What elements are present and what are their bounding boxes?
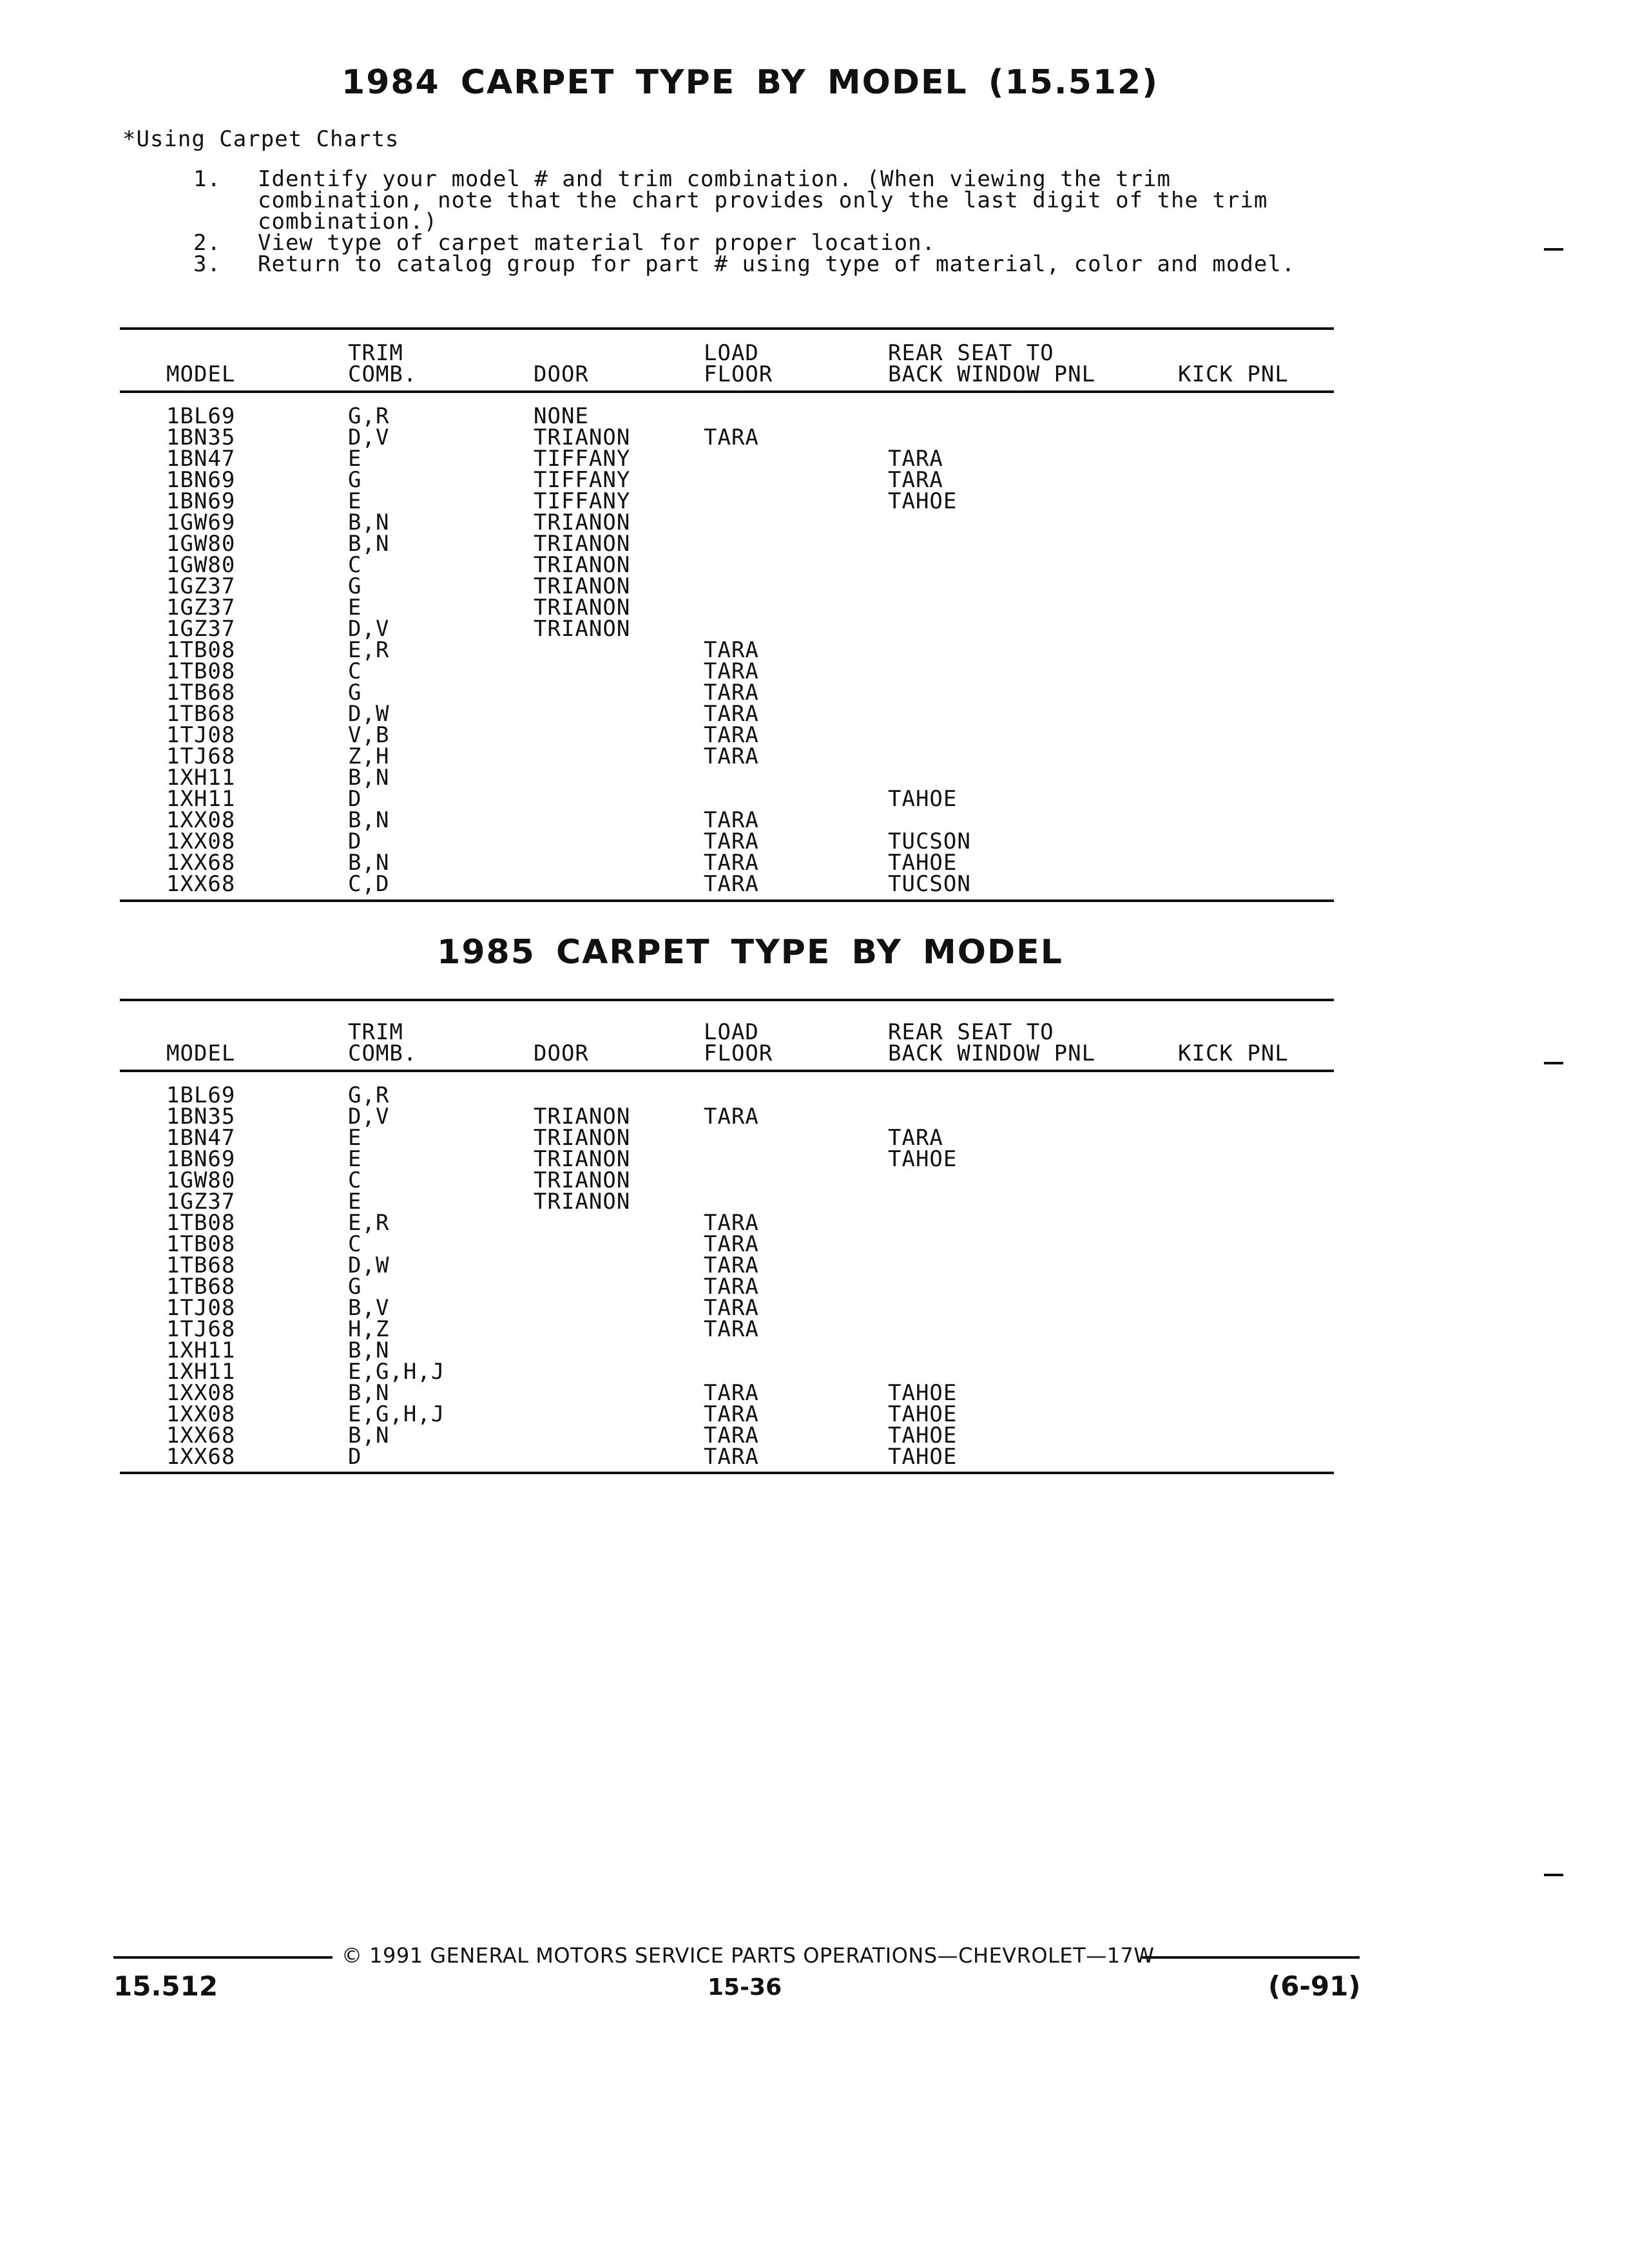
cell-door: TRIANON — [534, 595, 631, 620]
cell-model: 1XH11 — [166, 765, 236, 791]
cell-trim: B,N — [348, 510, 390, 535]
cell-door: TRIANON — [534, 425, 631, 450]
cell-load: TARA — [704, 1253, 759, 1278]
cell-rear: TARA — [888, 1125, 943, 1151]
cell-load: TARA — [704, 1380, 759, 1406]
cell-model: 1GW69 — [166, 510, 236, 535]
table-row — [0, 403, 1629, 429]
cell-trim: E — [348, 1189, 362, 1215]
cell-door: TIFFANY — [534, 446, 631, 472]
cell-rear: TAHOE — [888, 1380, 958, 1406]
intro-text: *Using Carpet Charts — [122, 126, 400, 152]
cell-trim: G,R — [348, 403, 390, 429]
cell-trim: G — [348, 1274, 362, 1300]
cell-model: 1TJ08 — [166, 722, 236, 748]
table-1984-top-rule — [120, 327, 1334, 330]
cell-model: 1XX08 — [166, 1380, 236, 1406]
table-row — [0, 1106, 1629, 1128]
table-row — [0, 1210, 1629, 1236]
cell-rear: TAHOE — [888, 850, 958, 876]
cell-door: TRIANON — [534, 1104, 631, 1129]
cell-door: TRIANON — [534, 510, 631, 535]
cell-model: 1GW80 — [166, 531, 236, 557]
instruction-text: Return to catalog group for part # using type of material, color and model. — [258, 251, 1296, 277]
cell-load: TARA — [704, 722, 759, 748]
table-row — [0, 1295, 1629, 1321]
cell-load: TARA — [704, 425, 759, 450]
cell-trim: G,R — [348, 1082, 390, 1108]
cell-trim: G — [348, 467, 362, 493]
table-1985-bottom-rule — [120, 1472, 1334, 1474]
table-row — [0, 1125, 1629, 1151]
cell-rear: TARA — [888, 467, 943, 493]
cell-door: TRIANON — [534, 531, 631, 557]
cell-model: 1TB08 — [166, 637, 236, 663]
table-row — [0, 767, 1629, 789]
cell-trim: E — [348, 1146, 362, 1172]
cell-model: 1BN35 — [166, 425, 236, 450]
cell-rear: TAHOE — [888, 1401, 958, 1427]
cell-model: 1XX08 — [166, 829, 236, 854]
cell-load: TARA — [704, 701, 759, 727]
table-1984-bottom-rule — [120, 899, 1334, 902]
cell-model: 1XX68 — [166, 871, 236, 897]
cell-load: TARA — [704, 1316, 759, 1342]
header-door: DOOR — [534, 1041, 589, 1066]
cell-model: 1XX08 — [166, 1401, 236, 1427]
table-row — [0, 1255, 1629, 1276]
header-trim-top: TRIM — [348, 340, 403, 366]
cell-model: 1XH11 — [166, 1359, 236, 1385]
cell-model: 1BN35 — [166, 1104, 236, 1129]
cell-door: TIFFANY — [534, 467, 631, 493]
table-row — [0, 658, 1629, 684]
cell-load: TARA — [704, 1401, 759, 1427]
cell-trim: E,G,H,J — [348, 1359, 445, 1385]
cell-model: 1GZ37 — [166, 616, 236, 642]
cell-trim: D — [348, 1444, 362, 1470]
header-rear-bottom: BACK WINDOW PNL — [888, 361, 1096, 387]
table-row — [0, 533, 1629, 555]
section-title-1985: 1985 CARPET TYPE BY MODEL — [437, 933, 1063, 972]
cell-model: 1BL69 — [166, 403, 236, 429]
table-row — [0, 701, 1629, 727]
cell-trim: C — [348, 658, 362, 684]
cell-trim: B,N — [348, 531, 390, 557]
cell-trim: D,W — [348, 701, 390, 727]
cell-trim: E — [348, 446, 362, 472]
cell-trim: B,N — [348, 1423, 390, 1448]
cell-model: 1TB68 — [166, 680, 236, 706]
table-row — [0, 746, 1629, 767]
cell-model: 1XX68 — [166, 1444, 236, 1470]
table-row — [0, 1361, 1629, 1383]
table-row — [0, 1170, 1629, 1191]
cell-model: 1TB08 — [166, 1231, 236, 1257]
instruction-text: View type of carpet material for proper location. — [258, 230, 936, 256]
cell-model: 1XH11 — [166, 786, 236, 812]
cell-trim: D — [348, 786, 362, 812]
cell-rear: TAHOE — [888, 1423, 958, 1448]
footer-rule-left — [113, 1956, 333, 1959]
cell-trim: C,D — [348, 871, 390, 897]
instruction-text: Identify your model # and trim combination. (When viewing the trim combination, note that the chart provides only the last digit of the trim combination.) — [258, 166, 1268, 235]
cell-model: 1TB08 — [166, 658, 236, 684]
cell-model: 1TB68 — [166, 701, 236, 727]
cell-load: TARA — [704, 829, 759, 854]
cell-trim: V,B — [348, 722, 390, 748]
header-load-top: LOAD — [704, 340, 759, 366]
cell-trim: D,W — [348, 1253, 390, 1278]
table-row — [0, 597, 1629, 619]
header-model: MODEL — [166, 361, 236, 387]
header-trim-bottom: COMB. — [348, 361, 418, 387]
cell-trim: G — [348, 573, 362, 599]
margin-tick — [1544, 1062, 1563, 1064]
footer-date: (6-91) — [1268, 1970, 1361, 2002]
cell-model: 1XX68 — [166, 850, 236, 876]
cell-model: 1TJ68 — [166, 744, 236, 769]
instruction-item — [193, 251, 1327, 277]
footer-copyright: © 1991 GENERAL MOTORS SERVICE PARTS OPERATIONS—CHEVROLET—17W — [342, 1943, 1155, 1968]
table-row — [0, 1082, 1629, 1108]
cell-load: TARA — [704, 807, 759, 833]
cell-load: TARA — [704, 850, 759, 876]
cell-trim: B,N — [348, 1380, 390, 1406]
footer-page-number: 15-36 — [708, 1974, 782, 2001]
header-rear-top: REAR SEAT TO — [888, 1019, 1054, 1045]
cell-rear: TARA — [888, 446, 943, 472]
header-model: MODEL — [166, 1041, 236, 1066]
cell-load: TARA — [704, 744, 759, 769]
header-kick: KICK PNL — [1178, 361, 1289, 387]
cell-load: TARA — [704, 637, 759, 663]
table-row — [0, 831, 1629, 852]
cell-trim: B,N — [348, 1338, 390, 1363]
cell-trim: G — [348, 680, 362, 706]
cell-model: 1TJ68 — [166, 1316, 236, 1342]
footer-section-number: 15.512 — [113, 1970, 218, 2002]
table-row — [0, 807, 1629, 833]
table-row — [0, 871, 1629, 897]
cell-model: 1BN69 — [166, 467, 236, 493]
cell-model: 1BN69 — [166, 488, 236, 514]
cell-load: TARA — [704, 1423, 759, 1448]
cell-rear: TAHOE — [888, 786, 958, 812]
footer-rule-right — [1141, 1956, 1360, 1959]
cell-trim: D,V — [348, 1104, 390, 1129]
table-1985-header-rule — [120, 1070, 1334, 1072]
table-row — [0, 722, 1629, 748]
table-1984-header-rule — [120, 390, 1334, 393]
header-load-bottom: FLOOR — [704, 361, 773, 387]
cell-model: 1GW80 — [166, 552, 236, 578]
cell-rear: TAHOE — [888, 1444, 958, 1470]
cell-load: TARA — [704, 1444, 759, 1470]
cell-door: NONE — [534, 403, 589, 429]
cell-model: 1XX08 — [166, 807, 236, 833]
cell-trim: C — [348, 1168, 362, 1193]
cell-model: 1GZ37 — [166, 595, 236, 620]
cell-model: 1XX68 — [166, 1423, 236, 1448]
cell-rear: TAHOE — [888, 1146, 958, 1172]
table-row — [0, 1146, 1629, 1172]
table-row — [0, 488, 1629, 514]
cell-load: TARA — [704, 1104, 759, 1129]
table-row — [0, 1401, 1629, 1427]
table-row — [0, 1316, 1629, 1342]
table-row — [0, 1276, 1629, 1298]
cell-door: TRIANON — [534, 573, 631, 599]
cell-load: TARA — [704, 1210, 759, 1236]
table-row — [0, 512, 1629, 533]
cell-door: TIFFANY — [534, 488, 631, 514]
table-row — [0, 637, 1629, 663]
cell-trim: E — [348, 595, 362, 620]
cell-trim: E — [348, 1125, 362, 1151]
header-door: DOOR — [534, 361, 589, 387]
header-rear-bottom: BACK WINDOW PNL — [888, 1041, 1096, 1066]
cell-trim: E,R — [348, 1210, 390, 1236]
cell-load: TARA — [704, 658, 759, 684]
table-row — [0, 448, 1629, 470]
header-load-top: LOAD — [704, 1019, 759, 1045]
instruction-number: 2. — [193, 230, 221, 256]
cell-model: 1BN69 — [166, 1146, 236, 1172]
cell-trim: C — [348, 1231, 362, 1257]
cell-load: TARA — [704, 871, 759, 897]
instruction-item — [193, 166, 1327, 235]
instruction-number: 3. — [193, 251, 221, 277]
cell-model: 1BN47 — [166, 1125, 236, 1151]
cell-model: 1BL69 — [166, 1082, 236, 1108]
table-row — [0, 1380, 1629, 1406]
cell-trim: D,V — [348, 425, 390, 450]
cell-model: 1GZ37 — [166, 573, 236, 599]
table-1985-top-rule — [120, 999, 1334, 1001]
table-row — [0, 552, 1629, 578]
cell-trim: H,Z — [348, 1316, 390, 1342]
cell-load: TARA — [704, 680, 759, 706]
table-1985-body — [0, 1082, 1629, 1470]
cell-door: TRIANON — [534, 552, 631, 578]
cell-trim: E — [348, 488, 362, 514]
page-title-1984: 1984 CARPET TYPE BY MODEL (15.512) — [342, 63, 1159, 102]
table-row — [0, 427, 1629, 448]
cell-rear: TAHOE — [888, 488, 958, 514]
cell-trim: B,N — [348, 765, 390, 791]
cell-trim: D,V — [348, 616, 390, 642]
cell-model: 1BN47 — [166, 446, 236, 472]
header-load-bottom: FLOOR — [704, 1041, 773, 1066]
table-1984-body — [0, 403, 1629, 897]
cell-trim: E,R — [348, 637, 390, 663]
header-trim-bottom: COMB. — [348, 1041, 418, 1066]
cell-trim: D — [348, 829, 362, 854]
cell-door: TRIANON — [534, 1189, 631, 1215]
instructions-list — [193, 166, 1327, 277]
cell-trim: E,G,H,J — [348, 1401, 445, 1427]
cell-trim: B,N — [348, 850, 390, 876]
cell-trim: Z,H — [348, 744, 390, 769]
table-row — [0, 1340, 1629, 1361]
cell-trim: C — [348, 552, 362, 578]
cell-door: TRIANON — [534, 1125, 631, 1151]
cell-door: TRIANON — [534, 1168, 631, 1193]
header-trim-top: TRIM — [348, 1019, 403, 1045]
cell-model: 1TB08 — [166, 1210, 236, 1236]
cell-rear: TUCSON — [888, 871, 971, 897]
cell-load: TARA — [704, 1231, 759, 1257]
cell-model: 1GW80 — [166, 1168, 236, 1193]
margin-tick — [1544, 1874, 1563, 1876]
cell-load: TARA — [704, 1274, 759, 1300]
cell-door: TRIANON — [534, 1146, 631, 1172]
margin-tick — [1544, 248, 1563, 251]
table-row — [0, 786, 1629, 812]
header-rear-top: REAR SEAT TO — [888, 340, 1054, 366]
table-row — [0, 573, 1629, 599]
cell-model: 1TJ08 — [166, 1295, 236, 1321]
instruction-number: 1. — [193, 166, 221, 192]
table-row — [0, 1191, 1629, 1213]
cell-model: 1GZ37 — [166, 1189, 236, 1215]
table-row — [0, 852, 1629, 874]
table-row — [0, 1231, 1629, 1257]
table-row — [0, 1425, 1629, 1446]
cell-trim: B,N — [348, 807, 390, 833]
header-kick: KICK PNL — [1178, 1041, 1289, 1066]
cell-door: TRIANON — [534, 616, 631, 642]
table-row — [0, 467, 1629, 493]
cell-trim: B,V — [348, 1295, 390, 1321]
table-row — [0, 1446, 1629, 1468]
cell-model: 1XH11 — [166, 1338, 236, 1363]
cell-model: 1TB68 — [166, 1274, 236, 1300]
cell-model: 1TB68 — [166, 1253, 236, 1278]
table-row — [0, 616, 1629, 642]
cell-load: TARA — [704, 1295, 759, 1321]
cell-rear: TUCSON — [888, 829, 971, 854]
table-row — [0, 682, 1629, 704]
